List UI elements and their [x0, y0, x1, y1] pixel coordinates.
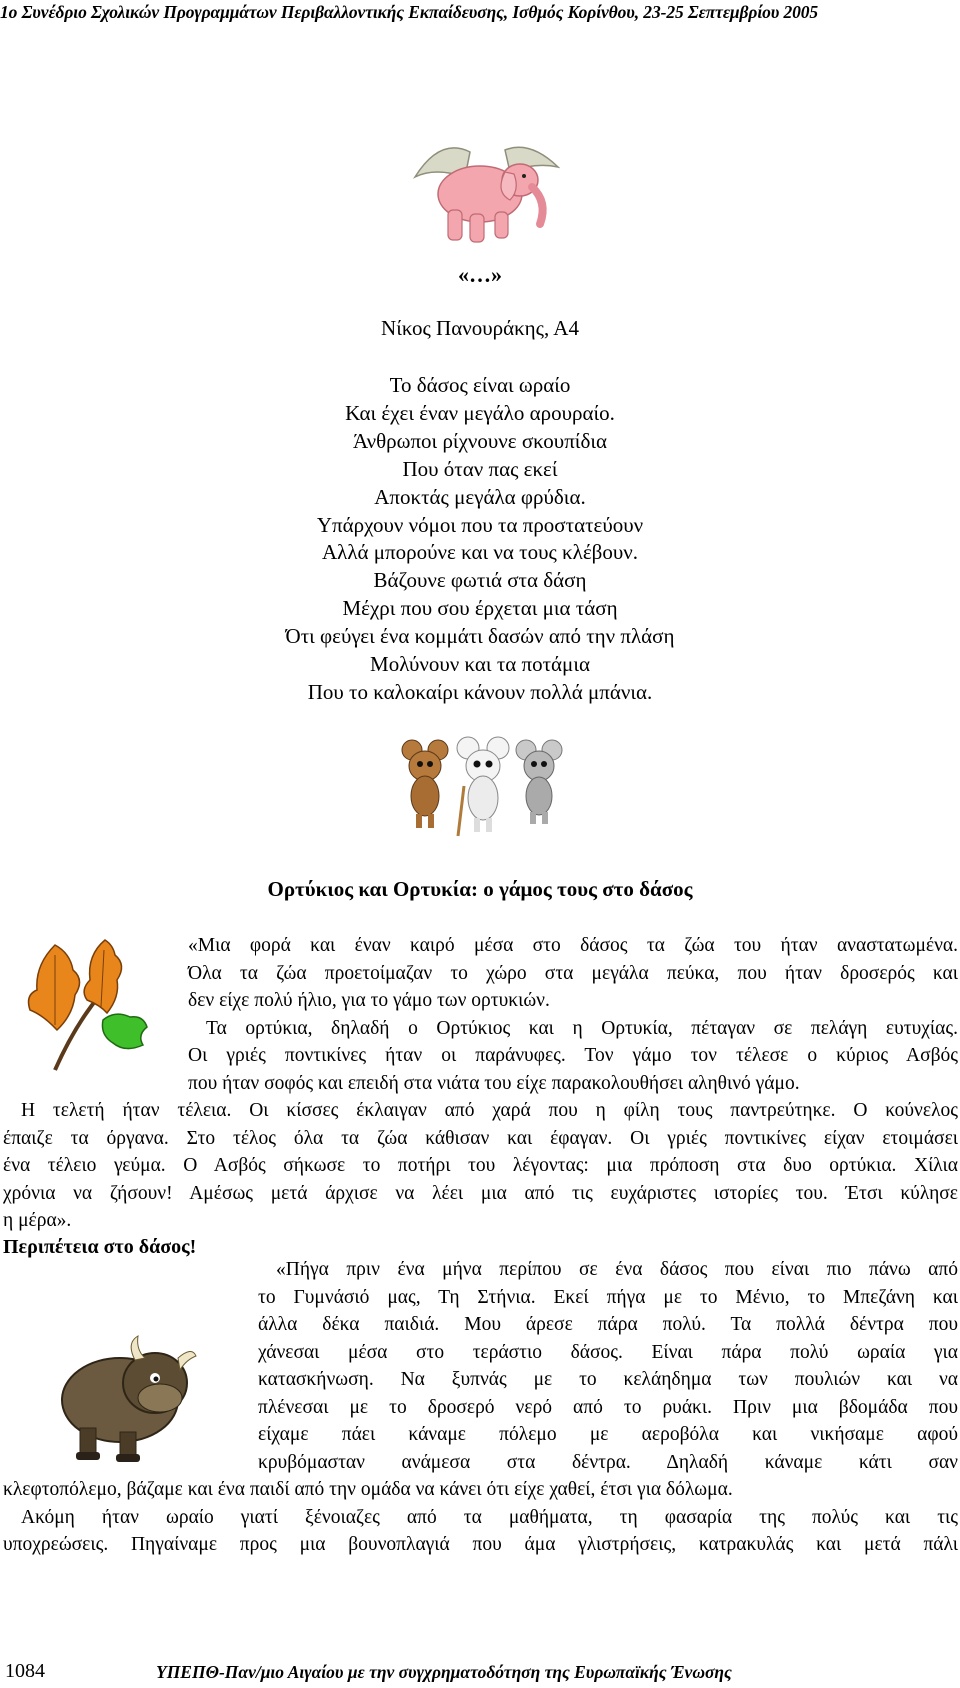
running-header: 1ο Συνέδριο Σχολικών Προγραμμάτων Περιβαλλοντικής Εκπαίδευσης, Ισθμός Κορίνθου, 23-25 Σεπτεμβρίου 2005 [0, 2, 819, 22]
story2-line: είχαμε πάει κάναμε πόλεμο με αεροβόλα και νικήσαμε αφού [258, 1424, 958, 1445]
story1-line: Η τελετή ήταν τέλεια. Οι κίσσες έκλαιγαν από χαρά που η φίλη τους παντρεύτηκε. Ο κούνελος [21, 1100, 958, 1121]
story1-line: «Μια φορά και έναν καιρό μέσα στο δάσος τα ζώα του ήταν αναστατωμένα. [188, 935, 958, 956]
story1-full-block [3, 1097, 958, 1235]
story2-indented-block [258, 1256, 958, 1476]
story2-line: πλένεσαι με το δροσερό νερό από το ρυάκι. Πριν μια βδομάδα που [258, 1396, 958, 1418]
poem-line: Το δάσος είναι ωραίο [389, 373, 571, 397]
story2-line: κρυβόμασταν ανάμεσα στα δέντρα. Δηλαδή κάναμε κάτι σαν [258, 1451, 958, 1473]
quote-mark: «…» [458, 262, 502, 287]
poem-line: Που όταν πας εκεί [402, 456, 558, 481]
story1-line: δεν είχε πολύ ήλιο, για το γάμο των ορτυκιών. [188, 990, 550, 1011]
story1-title: Ορτύκιος και Ορτυκία: ο γάμος τους στο δάσος [267, 877, 693, 901]
three-mice-illustration [398, 736, 563, 838]
story2-line: υποχρεώσεις. Πηγαίναμε προς μια βουνοπλαγιά που άμα γλιστρήσεις, κατρακυλάς και μετά πάλι [3, 1534, 958, 1555]
story2-line: κλεφτοπόλεμο, βάζαμε και ένα παιδί από την ομάδα να κάνει ότι είχε χαθεί, έτσι για δόλωμα. [3, 1479, 733, 1500]
story1-line: που ήταν σοφός και επειδή στα νιάτα του είχε παρακολουθήσει αληθινό γάμο. [188, 1072, 800, 1094]
poem-author: Νίκος Πανουράκης, Α4 [381, 316, 579, 340]
story1-line: Τα ορτύκια, δηλαδή ο Ορτύκιος και η Ορτυκία, πέταγαν σε πελάγη ευτυχίας. [206, 1017, 958, 1039]
story2-line: το Γυμνάσιό μας, Τη Στήνια. Εκεί πήγα με το Μένιο, το Μπεζάνη και [258, 1286, 958, 1308]
footer-funding-note: ΥΠΕΠΘ-Παν/μιο Αιγαίου με την συγχρηματοδότηση της Ευρωπαϊκής Ένωσης [156, 1662, 732, 1682]
story1-line: ένα τέλειο γεύμα. Ο Ασβός σήκωσε το ποτήρι του λέγοντας: μια πρόποση στα δυο ορτύκια. Χίλια [3, 1155, 958, 1176]
story2-line: κατασκήνωση. Να ξυπνάς με το κελάηδημα των πουλιών και να [258, 1369, 958, 1390]
story2-title: Περιπέτεια στο δάσος! [3, 1236, 197, 1258]
poem-line: Και έχει έναν μεγάλο αρουραίο. [345, 400, 615, 425]
poem-line: Αποκτάς μεγάλα φρύδια. [374, 484, 586, 509]
poem-line: Μολύνουν και τα ποτάμια [370, 652, 590, 677]
poem [0, 372, 960, 707]
story2-line: χάνεσαι μέσα στο τεράστιο δάσος. Είναι πάρα πολύ ωραία για [258, 1341, 958, 1363]
story1-line: χρόνια να ζήσουν! Αμέσως μετά άρχισε να λέει μια από τις ευχάριστες ιστορίες του. Έτσι κύλησε [3, 1182, 958, 1204]
page-number: 1084 [5, 1660, 45, 1682]
story2-line: άλλα δέκα παιδιά. Μου άρεσε πάρα πολύ. Τα πολλά δέντρα που [258, 1314, 958, 1335]
story1-line: έπαιζε τα όργανα. Στο τέλος όλα τα ζώα κάθισαν και έφαγαν. Οι γριές ποντικίνες είχαν ετοιμάσει [3, 1127, 958, 1149]
story1-indented-block [188, 932, 958, 1097]
story2-line: Ακόμη ήταν ωραίο γιατί ξένοιαζες από τα μαθήματα, τη φασαρία της πολύς και τις [21, 1506, 958, 1528]
flying-elephant-illustration [410, 132, 560, 252]
buffalo-illustration [50, 1328, 200, 1463]
story1-line: Όλα τα ζώα προετοίμαζαν το χώρο στα μεγάλα πεύκα, που ήταν δροσερός και [188, 962, 958, 984]
poem-line: Αλλά μπορούνε και να τους κλέβουν. [322, 540, 638, 565]
oak-leaves-illustration [15, 935, 150, 1075]
poem-line: Άνθρωποι ρίχνουνε σκουπίδια [352, 428, 607, 453]
story1-line: Οι γριές ποντικίνες ήταν οι παράνυφες. Τον γάμο τον τέλεσε ο κύριος Ασβός [188, 1045, 958, 1066]
story2-full-block [3, 1476, 958, 1559]
poem-line: Μέχρι που σου έρχεται μια τάση [342, 596, 618, 621]
story2-line: «Πήγα πριν ένα μήνα περίπου σε ένα δάσος που είναι πιο πάνω από [276, 1259, 958, 1280]
poem-line: Υπάρχουν νόμοι που τα προστατεύουν [316, 512, 644, 537]
poem-line: Βάζουνε φωτιά στα δάση [373, 568, 587, 593]
poem-line: Που το καλοκαίρι κάνουν πολλά μπάνια. [307, 679, 653, 704]
poem-line: Ότι φεύγει ένα κομμάτι δασών από την πλάση [285, 624, 675, 649]
story1-line: η μέρα». [3, 1210, 72, 1231]
